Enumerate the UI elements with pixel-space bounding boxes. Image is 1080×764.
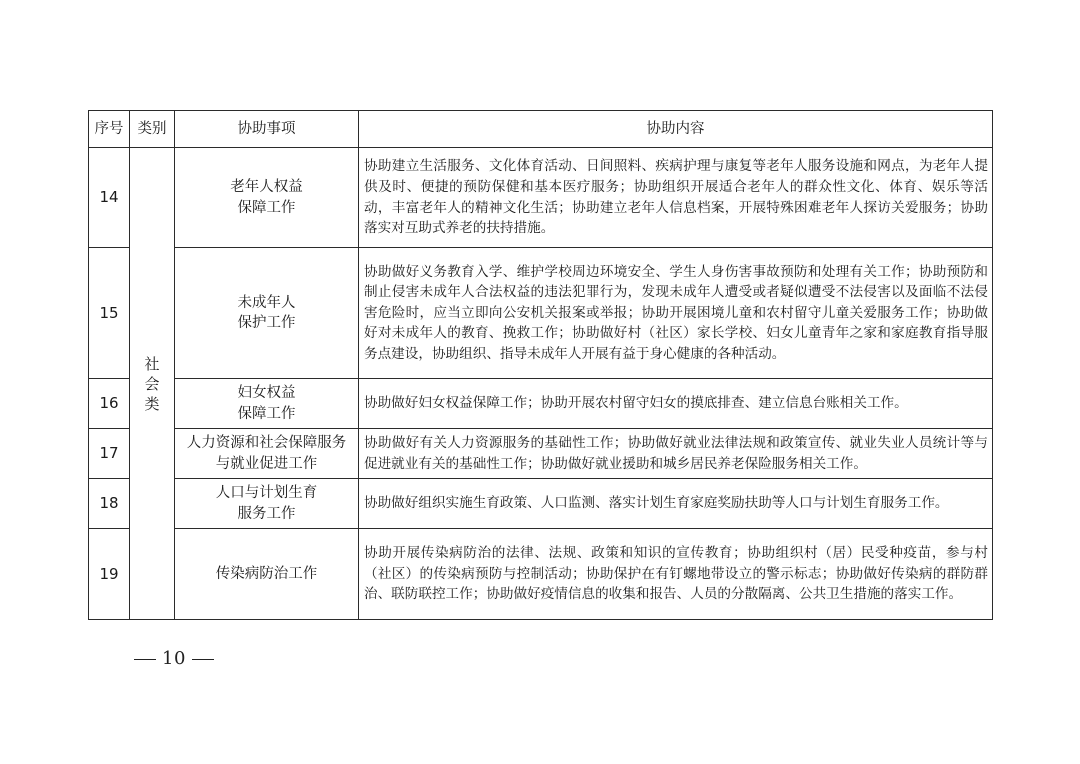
row-num: 17 <box>89 429 130 479</box>
row-content: 协助开展传染病防治的法律、法规、政策和知识的宣传教育；协助组织村（居）民受种疫苗，参与村（社区）的传染病预防与控制活动；协助保护在有钉螺地带设立的警示标志；协助做好传染病的群防群治、联防联控工作；协助做好疫情信息的收集和报告、人员的分散隔离、公共卫生措施的落实工作。 <box>359 529 993 620</box>
row-num: 16 <box>89 379 130 429</box>
row-content: 协助做好妇女权益保障工作；协助开展农村留守妇女的摸底排查、建立信息台账相关工作。 <box>359 379 993 429</box>
header-num: 序号 <box>89 111 130 148</box>
table-row <box>89 529 993 620</box>
row-content: 协助做好组织实施生育政策、人口监测、落实计划生育家庭奖励扶助等人口与计划生育服务工作。 <box>359 479 993 529</box>
assistance-items-table <box>88 110 993 620</box>
row-content: 协助做好义务教育入学、维护学校周边环境安全、学生人身伤害事故预防和处理有关工作；协助预防和制止侵害未成年人合法权益的违法犯罪行为，发现未成年人遭受或者疑似遭受不法侵害以及面临不法侵害危险时，应当立即向公安机关报案或举报；协助开展困境儿童和农村留守儿童关爱服务工作；协助做好对未成年人的教育、挽救工作；协助做好村（社区）家长学校、妇女儿童青年之家和家庭教育指导服务点建设，协助组织、指导未成年人开展有益于身心健康的各种活动。 <box>359 248 993 379</box>
row-item-text: 人口与计划生育 服务工作 <box>215 485 318 522</box>
row-item-text: 未成年人 保护工作 <box>237 294 296 331</box>
category-label: 社会类 <box>144 354 160 413</box>
row-item <box>175 529 359 620</box>
row-item <box>175 148 359 248</box>
row-num: 15 <box>89 248 130 379</box>
table-row <box>89 148 993 248</box>
row-item-text: 老年人权益 保障工作 <box>230 179 303 216</box>
table-row <box>89 379 993 429</box>
table-row <box>89 248 993 379</box>
row-content: 协助建立生活服务、文化体育活动、日间照料、疾病护理与康复等老年人服务设施和网点，为老年人提供及时、便捷的预防保健和基本医疗服务；协助组织开展适合老年人的群众性文化、体育、娱乐等活动，丰富老年人的精神文化生活；协助建立老年人信息档案，开展特殊困难老年人探访关爱服务；协助落实对互助式养老的扶持措施。 <box>359 148 993 248</box>
page-number <box>128 648 220 669</box>
row-item-text: 传染病防治工作 <box>215 565 318 582</box>
page-number-value: 10 <box>162 648 186 669</box>
row-content: 协助做好有关人力资源服务的基础性工作；协助做好就业法律法规和政策宣传、就业失业人员统计等与促进就业有关的基础性工作；协助做好就业援助和城乡居民养老保险服务相关工作。 <box>359 429 993 479</box>
table-header-row <box>89 111 993 148</box>
row-num: 19 <box>89 529 130 620</box>
row-item <box>175 248 359 379</box>
row-item <box>175 379 359 429</box>
table-row <box>89 479 993 529</box>
row-item <box>175 479 359 529</box>
table-container <box>88 110 992 620</box>
row-num: 14 <box>89 148 130 248</box>
category-cell <box>130 148 175 620</box>
row-item-text: 妇女权益 保障工作 <box>237 385 296 422</box>
row-item-text: 人力资源和社会保障服务 与就业促进工作 <box>186 435 347 472</box>
header-content: 协助内容 <box>359 111 993 148</box>
row-item <box>175 429 359 479</box>
table-row <box>89 429 993 479</box>
page-number-dash-right <box>192 659 214 660</box>
page-number-dash-left <box>134 659 156 660</box>
row-num: 18 <box>89 479 130 529</box>
header-item: 协助事项 <box>175 111 359 148</box>
header-category: 类别 <box>130 111 175 148</box>
